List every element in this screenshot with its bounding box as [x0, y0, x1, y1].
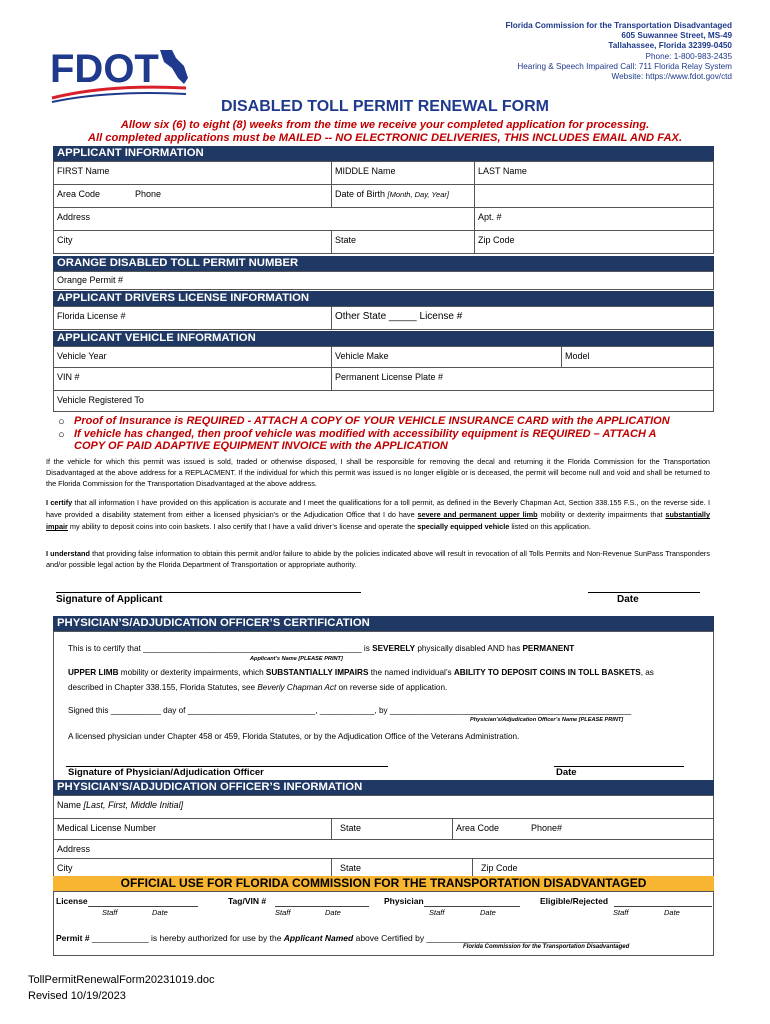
middle-name-label: MIDDLE Name — [335, 166, 396, 176]
official-physician-label: Physician — [384, 896, 424, 906]
certify-specially-equipped: specially equipped vehicle — [417, 522, 510, 532]
physician-state2-label: State — [340, 863, 362, 873]
zip-label: Zip Code — [478, 235, 515, 245]
medical-license-field[interactable] — [53, 818, 332, 840]
cert-ability-coins: ABILITY TO DEPOSIT COINS IN TOLL BASKETS — [453, 668, 641, 677]
official-tag-staff: Staff — [275, 908, 291, 917]
requirement-vehicle-change-cont: COPY OF PAID ADAPTIVE EQUIPMENT INVOICE with the APPLICATION — [74, 440, 448, 452]
licensed-physician-note: A licensed physician under Chapter 458 or 459, Florida Statutes, or by the Adjudication Office of the Veterans Administration. — [68, 732, 520, 741]
permit-label: Permit # — [56, 933, 90, 943]
org-name: Florida Commission for the Transportation Disadvantaged — [505, 21, 732, 30]
mailing-notice: All completed applications must be MAILED -- NO ELECTRONIC DELIVERIES, THIS INCLUDES EMAIL AND FAX. — [87, 132, 683, 144]
other-state-license-field[interactable] — [331, 306, 714, 330]
official-license-staff: Staff — [102, 908, 118, 917]
physician-name-field[interactable] — [53, 795, 714, 819]
fdot-logo — [48, 44, 198, 106]
physician-phone-field[interactable] — [452, 818, 714, 840]
dob-label: Date of Birth — [335, 189, 386, 199]
first-name-field[interactable] — [53, 161, 332, 185]
applicant-named: Applicant Named — [283, 933, 354, 943]
requirement-insurance: Proof of Insurance is REQUIRED - ATTACH A COPY OF YOUR VEHICLE INSURANCE CARD with the APPLICATION — [74, 415, 670, 427]
model-field[interactable] — [561, 346, 714, 368]
dob-hint: [Month, Day, Year] — [387, 190, 449, 199]
middle-name-field[interactable] — [331, 161, 475, 185]
physician-date-label: Date — [556, 767, 577, 778]
official-license-label: License — [56, 896, 88, 906]
physician-signature-label: Signature of Physician/Adjudication Officer — [68, 767, 264, 778]
orange-permit-field[interactable] — [53, 271, 714, 290]
physician-area-code-label: Area Code — [456, 823, 500, 833]
cert-line-3a: described in Chapter 338.155, Florida Statutes, see — [68, 683, 258, 692]
orange-permit-label: Orange Permit # — [57, 275, 124, 285]
section-drivers-license: APPLICANT DRIVERS LICENSE INFORMATION — [53, 291, 714, 306]
official-eligible-label: Eligible/Rejected — [540, 896, 609, 906]
official-eligible-staff: Staff — [613, 908, 629, 917]
officer-name-hint: Physician’s/Adjudication Officer’s Name [PLEASE PRINT] — [470, 717, 624, 723]
phone-field[interactable] — [53, 184, 332, 208]
section-vehicle-information: APPLICANT VEHICLE INFORMATION — [53, 331, 714, 346]
cert-upper-limb: UPPER LIMB — [68, 668, 119, 677]
license-plate-field[interactable] — [331, 367, 714, 391]
area-code-label: Area Code — [57, 189, 101, 199]
bullet-icon: ○ — [58, 429, 65, 441]
florida-shape-icon — [160, 50, 188, 84]
city-label: City — [57, 235, 73, 245]
cert-severely: SEVERELY — [372, 644, 416, 653]
address-label: Address — [57, 212, 91, 222]
bullet-icon: ○ — [58, 416, 65, 428]
commission-hint: Florida Commission for the Transportation Disadvantaged — [463, 944, 630, 950]
footer-revised: Revised 10/19/2023 — [28, 990, 126, 1002]
physician-zip-field[interactable] — [472, 858, 714, 878]
organization-block — [505, 21, 732, 82]
vehicle-year-label: Vehicle Year — [57, 351, 107, 361]
cert-line-1b: physically disabled AND has — [415, 644, 523, 653]
official-tag-label: Tag/VIN # — [228, 896, 267, 906]
org-website: Website: https://www.fdot.gov/ctd — [611, 72, 732, 82]
cert-permanent: PERMANENT — [522, 644, 575, 653]
section-physician-information: PHYSICIAN’S/ADJUDICATION OFFICER’S INFORMATION — [53, 780, 714, 795]
cert-beverly-chapman: Beverly Chapman Act — [257, 683, 337, 692]
disposal-paragraph: If the vehicle for which this permit was issued is sold, traded or otherwise disposed, I shall be responsible for removing the decal and returning it the Florida Commission for the Transportation Disadvantaged at the above address for a REPLACMENT. If the individual for which this permit was issued is no longer eligible or is deceased, the permit will become null and void and shall be returned to the Florida Commission for the Transportation Disadvantaged at the above address. — [46, 457, 710, 488]
certify-text-d: listed on this application. — [509, 522, 591, 532]
certify-lead: I certify — [46, 498, 73, 507]
org-address2: Tallahassee, Florida 32399-0450 — [608, 41, 732, 51]
signed-this-line[interactable]: Signed this ___________ day of ____________________________, ____________, by _____________________________________________________ — [68, 706, 632, 715]
cert-line-3 — [68, 683, 447, 692]
vin-label: VIN # — [57, 372, 80, 382]
cert-line-2c: , as — [640, 668, 654, 677]
cert-line-2a: mobility or dexterity impairments, which — [118, 668, 266, 677]
vehicle-make-label: Vehicle Make — [335, 351, 389, 361]
applicant-date-line[interactable] — [588, 592, 700, 593]
official-physician-date: Date — [480, 908, 496, 917]
official-eligible-line[interactable] — [614, 906, 712, 907]
vehicle-make-field[interactable] — [331, 346, 562, 368]
vehicle-year-field[interactable] — [53, 346, 332, 368]
city-field[interactable] — [53, 230, 332, 254]
certify-substantially-impair: substantially impair — [46, 510, 711, 532]
permit-text: ____________ is hereby authorized for use by the — [91, 933, 284, 943]
certify-paragraph — [46, 497, 710, 534]
phone-label: Phone — [135, 189, 162, 199]
official-tag-date: Date — [325, 908, 341, 917]
permit-tail: above Certified by _________________________________________ — [353, 933, 621, 943]
official-tag-line[interactable] — [275, 906, 369, 907]
apt-label: Apt. # — [478, 212, 502, 222]
last-name-label: LAST Name — [478, 166, 527, 176]
physician-state2-field[interactable] — [331, 858, 473, 878]
dob-extension — [474, 184, 714, 208]
model-label: Model — [565, 351, 590, 361]
vehicle-registered-label: Vehicle Registered To — [57, 395, 144, 405]
florida-license-label: Florida License # — [57, 311, 126, 321]
section-applicant-information: APPLICANT INFORMATION — [53, 146, 714, 161]
physician-city-field[interactable] — [53, 858, 332, 878]
applicant-signature-line[interactable] — [56, 592, 361, 593]
other-state-license-label: Other State _____ License # — [335, 311, 463, 322]
applicant-signature-label: Signature of Applicant — [56, 594, 163, 605]
processing-notice: Allow six (6) to eight (8) weeks from the time we receive your completed application for processing. — [120, 119, 650, 131]
official-physician-line[interactable] — [424, 906, 520, 907]
org-relay: Hearing & Speech Impaired Call: 711 Florida Relay System — [517, 61, 732, 71]
org-address1: 605 Suwannee Street, MS-49 — [621, 31, 732, 41]
physician-name-hint: [Last, First, Middle Initial] — [83, 800, 184, 810]
physician-state-field[interactable] — [331, 818, 453, 840]
understand-text: that providing false information to obtain this permit and/or failure to abide by the policies indicated above will result in revocation of all Tolls Permits and Non-Revenue SunPass Transponders and/or possible legal action by the Florida Department of Transportation or appropriate authority. — [46, 549, 710, 569]
apt-field[interactable] — [474, 207, 714, 231]
applicant-date-label: Date — [617, 594, 639, 605]
last-name-field[interactable] — [474, 161, 714, 185]
section-orange-permit: ORANGE DISABLED TOLL PERMIT NUMBER — [53, 256, 714, 271]
zip-field[interactable] — [474, 230, 714, 254]
cert-line-1a: This is to certify that ________________________________________________ is — [68, 644, 373, 653]
vehicle-registered-field[interactable] — [53, 390, 714, 412]
fdot-logo-text: FDOT — [50, 47, 159, 91]
official-physician-staff: Staff — [429, 908, 445, 917]
cert-substantially-impairs: SUBSTANTIALLY IMPAIRS — [265, 668, 369, 677]
understand-lead: I understand — [46, 549, 90, 558]
address-field[interactable] — [53, 207, 475, 231]
form-title: DISABLED TOLL PERMIT RENEWAL FORM — [220, 98, 549, 115]
footer-filename: TollPermitRenewalForm20231019.doc — [28, 974, 215, 986]
org-phone: Phone: 1-800-983-2435 — [645, 51, 732, 61]
state-field[interactable] — [331, 230, 475, 254]
official-eligible-date: Date — [664, 908, 680, 917]
florida-license-field[interactable] — [53, 306, 332, 330]
medical-license-label: Medical License Number — [57, 823, 157, 833]
physician-zip-label: Zip Code — [481, 863, 518, 873]
permit-authorization-line[interactable] — [56, 933, 620, 943]
certify-text-b: mobility or dexterity impairments that — [537, 510, 666, 520]
state-label: State — [335, 235, 357, 245]
physician-state-label: State — [340, 823, 362, 833]
certify-text-a: that all information I have provided on this application is accurate and I meet the qualifications for a toll permit, as defined in the Beverly Chapman Act, Section 338.155 F.S., on the reverse side. I have provided a disability statement from either a licensed physician’s or the Adjudication Office that I do have — [46, 498, 710, 520]
cert-line-2b: the named individual’s — [368, 668, 454, 677]
understand-paragraph — [46, 549, 710, 571]
physician-address-label: Address — [57, 844, 91, 854]
section-official-use: OFFICIAL USE FOR FLORIDA COMMISSION FOR THE TRANSPORTATION DISADVANTAGED — [53, 876, 714, 891]
cert-line-1 — [68, 644, 574, 653]
certify-text-c: my ability to deposit coins into coin baskets. I also certify that I have a valid driver’s license and operate the — [67, 522, 418, 532]
cert-line-2 — [68, 668, 654, 677]
official-license-line[interactable] — [88, 906, 198, 907]
certify-severe-permanent: severe and permanent upper limb — [417, 510, 538, 520]
physician-phone-label: Phone# — [531, 823, 563, 833]
applicant-name-hint: Applicant’s Name [PLEASE PRINT] — [250, 656, 343, 662]
license-plate-label: Permanent License Plate # — [335, 372, 444, 382]
vin-field[interactable] — [53, 367, 332, 391]
official-license-date: Date — [152, 908, 168, 917]
physician-address-field[interactable] — [53, 839, 714, 859]
physician-name-label: Name — [57, 800, 82, 810]
physician-city-label: City — [57, 863, 73, 873]
requirement-vehicle-change: If vehicle has changed, then proof vehicle was modified with accessibility equipment is REQUIRED – ATTACH A — [74, 428, 657, 440]
date-of-birth-field[interactable] — [331, 184, 475, 208]
first-name-label: FIRST Name — [57, 166, 110, 176]
cert-line-3b: on reverse side of application. — [336, 683, 448, 692]
section-physician-certification: PHYSICIAN’S/ADJUDICATION OFFICER’S CERTIFICATION — [53, 616, 714, 631]
